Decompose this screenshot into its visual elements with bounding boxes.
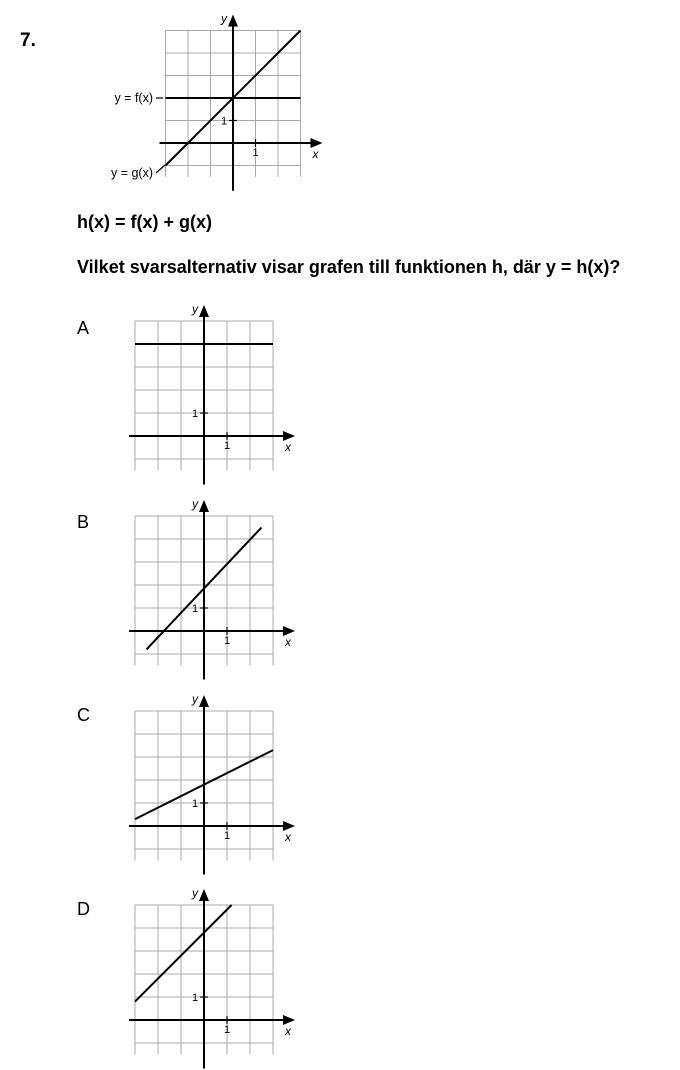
x-tick-label: 1 <box>224 635 231 647</box>
series-label-leader <box>156 165 165 173</box>
y-axis-label: y <box>192 692 198 706</box>
y-axis-arrow-icon <box>199 889 209 901</box>
x-tick-label: 1 <box>224 1024 231 1036</box>
y-axis-arrow-icon <box>228 15 238 27</box>
option-c-label: C <box>77 705 90 725</box>
y-tick-label: 1 <box>192 408 199 420</box>
main-graph <box>0 0 680 200</box>
series-label: y = g(x) <box>110 166 153 180</box>
option-c-graph[interactable] <box>0 678 680 873</box>
x-axis-label: x <box>312 147 319 161</box>
option-a-label: A <box>77 318 90 338</box>
y-tick-label: 1 <box>192 798 199 810</box>
x-axis-label: x <box>285 635 291 649</box>
option-b-label: B <box>77 512 90 532</box>
series-label: y = f(x) <box>114 91 153 105</box>
y-axis-arrow-icon <box>199 695 209 707</box>
y-axis-label: y <box>192 886 198 900</box>
option-a-graph[interactable] <box>0 290 680 485</box>
problem-number: 7. <box>20 30 36 51</box>
option-d-graph[interactable] <box>0 872 680 1067</box>
x-tick-label: 1 <box>224 830 231 842</box>
function-formula: h(x) = f(x) + g(x) <box>77 212 213 232</box>
function-line <box>135 905 232 1002</box>
x-tick-label: 1 <box>224 440 231 452</box>
option-b-graph[interactable] <box>0 485 680 680</box>
y-axis-label: y <box>221 11 227 26</box>
y-tick-label: 1 <box>192 992 199 1004</box>
x-axis-label: x <box>285 830 291 844</box>
option-d-label: D <box>77 899 90 919</box>
y-axis-arrow-icon <box>199 500 209 512</box>
y-axis-arrow-icon <box>199 305 209 317</box>
x-axis-label: x <box>285 440 291 454</box>
y-tick-label: 1 <box>192 603 199 615</box>
x-axis-label: x <box>285 1024 291 1038</box>
y-tick-label: 1 <box>221 115 228 128</box>
y-axis-label: y <box>192 302 198 316</box>
question-text: Vilket svarsalternativ visar grafen till funktionen h, där y = h(x)? <box>77 257 621 277</box>
x-tick-label: 1 <box>252 147 259 159</box>
y-axis-label: y <box>192 497 198 511</box>
